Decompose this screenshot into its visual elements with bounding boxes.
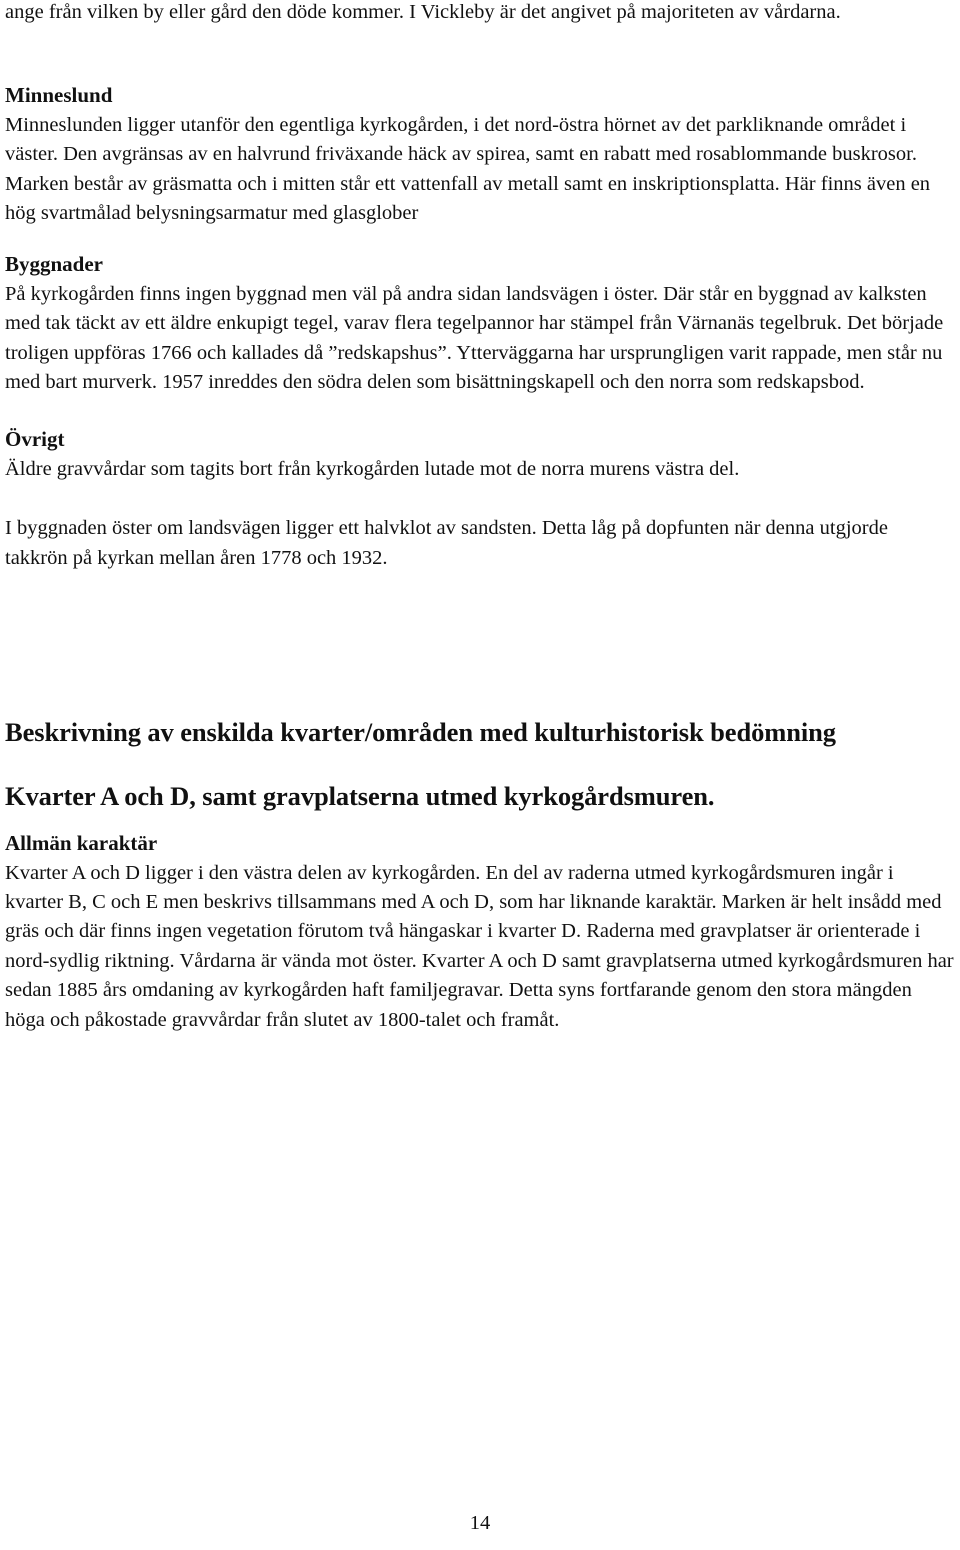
allman-karaktar-heading: Allmän karaktär [5,831,158,856]
minneslund-heading: Minneslund [5,83,113,108]
byggnader-heading: Byggnader [5,252,104,277]
intro-paragraph: ange från vilken by eller gård den döde kommer. I Vickleby är det angivet på majoriteten av vårdarna. [5,1,841,23]
kvarter-heading: Kvarter A och D, samt gravplatserna utmed kyrkogårdsmuren. [5,781,715,812]
page-number: 14 [469,1512,491,1534]
allman-karaktar-paragraph: Kvarter A och D ligger i den västra delen av kyrkogården. En del av raderna utmed kyrkogårdsmuren ingår i kvarter B, C och E men beskrivs tillsammans med A och D, som har liknande karaktär. Marken är helt insådd med gräs och där finns ingen vegetation förutom två hängaskar i kvarter D. Raderna med gravplatser är orienterade i nord-sydlig riktning. Vårdarna är vända mot öster. Kvarter A och D samt gravplatserna utmed kyrkogårdsmuren har sedan 1885 års omdaning av kyrkogården haft familjegravar. Detta syns fortfarande genom den stora mängden höga och påkostade gravvårdar från slutet av 1800-talet och framåt. [5,861,954,1031]
ovrigt-heading: Övrigt [5,427,65,452]
minneslund-paragraph: Minneslunden ligger utanför den egentliga kyrkogården, i det nord-östra hörnet av det parkliknande området i väster. Den avgränsas av en halvrund friväxande häck av spirea, samt en rabatt med rosablommande buskrosor. Marken består av gräsmatta och i mitten står ett vattenfall av metall samt en inskriptionsplatta. Här finns även en hög svartmålad belysningsarmatur med glasglober [5,113,931,225]
byggnader-paragraph: På kyrkogården finns ingen byggnad men väl på andra sidan landsvägen i öster. Där står en byggnad av kalksten med tak täckt av ett äldre enkupigt tegel, varav flera tegelpannor har stämpel från Värnanäs tegelbruk. Det började troligen uppföras 1766 och kallades då ”redskapshus”. Ytterväggarna har ursprungligen varit rappade, men står nu med bart murverk. 1957 inreddes den södra delen som bisättningskapell och den norra som redskapsbod. [5,282,944,394]
ovrigt-paragraph-2: I byggnaden öster om landsvägen ligger ett halvklot av sandsten. Detta låg på dopfunten när denna utgjorde takkrön på kyrkan mellan åren 1778 och 1932. [5,517,888,569]
document-page [5,0,955,1035]
beskrivning-heading: Beskrivning av enskilda kvarter/områden med kulturhistorisk bedömning [5,717,836,748]
ovrigt-paragraph-1: Äldre gravvårdar som tagits bort från kyrkogården lutade mot de norra murens västra del. [5,457,740,480]
